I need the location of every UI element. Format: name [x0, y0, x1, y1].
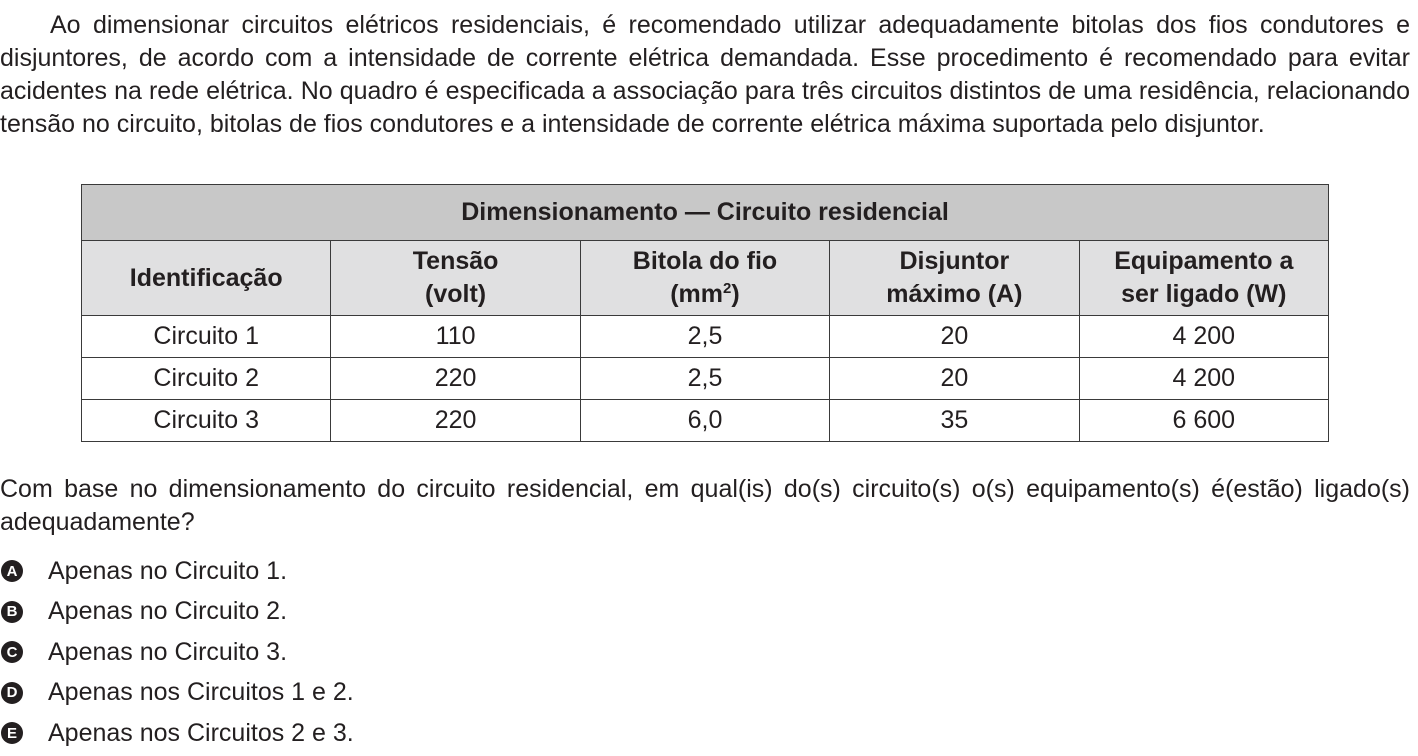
option-e-text[interactable]: Apenas nos Circuitos 2 e 3.: [48, 718, 354, 747]
cell-equipamento: 4 200: [1079, 358, 1328, 400]
option-a-marker[interactable]: A: [1, 560, 23, 582]
option-d-marker[interactable]: D: [1, 682, 23, 704]
header-tensao-line-2: (volt): [425, 280, 487, 308]
answer-options: [0, 551, 354, 754]
option-c-text[interactable]: Apenas no Circuito 3.: [48, 637, 288, 666]
option-b-text[interactable]: Apenas no Circuito 2.: [48, 597, 288, 626]
option-c-marker[interactable]: C: [1, 641, 23, 663]
cell-equipamento: 6 600: [1079, 400, 1328, 442]
cell-bitola: 6,0: [580, 400, 829, 442]
table-row: [82, 316, 1329, 358]
header-disjuntor-line-1: Disjuntor: [899, 247, 1010, 275]
option-e[interactable]: [0, 713, 354, 754]
cell-identificacao: Circuito 3: [82, 400, 331, 442]
header-equipamento: [1079, 241, 1328, 316]
cell-equipamento: 4 200: [1079, 316, 1328, 358]
option-a-text[interactable]: Apenas no Circuito 1.: [48, 556, 288, 585]
table-caption-row: [82, 185, 1329, 241]
question-text: Com base no dimensionamento do circuito residencial, em qual(is) do(s) circuito(s) o(s) equipamento(s) é(estão) ligado(s) adequadamente?: [0, 475, 1410, 536]
header-equipamento-line-1: Equipamento a: [1114, 247, 1294, 275]
cell-disjuntor: 20: [830, 316, 1079, 358]
header-bitola-line-2: [581, 278, 829, 311]
header-disjuntor-line-2: máximo (A): [886, 280, 1023, 308]
table-caption: Dimensionamento — Circuito residencial: [82, 185, 1329, 241]
table-row: [82, 358, 1329, 400]
header-bitola-unit: (mm: [670, 280, 724, 308]
header-equipamento-line-2: ser ligado (W): [1121, 280, 1287, 308]
cell-tensao: 220: [331, 400, 580, 442]
table-header-row: [82, 241, 1329, 316]
cell-disjuntor: 35: [830, 400, 1079, 442]
cell-identificacao: Circuito 1: [82, 316, 331, 358]
cell-bitola: 2,5: [580, 358, 829, 400]
cell-identificacao: Circuito 2: [82, 358, 331, 400]
option-e-marker[interactable]: E: [1, 722, 23, 744]
header-identificacao: Identificação: [82, 241, 331, 316]
header-bitola-close: ): [731, 280, 740, 308]
option-b-marker[interactable]: B: [1, 601, 23, 623]
cell-bitola: 2,5: [580, 316, 829, 358]
cell-tensao: 220: [331, 358, 580, 400]
table-row: [82, 400, 1329, 442]
header-tensao: [331, 241, 580, 316]
option-a[interactable]: [0, 551, 354, 592]
header-bitola-exponent: 2: [723, 280, 732, 297]
option-d[interactable]: [0, 673, 354, 714]
option-c[interactable]: [0, 632, 354, 673]
header-bitola: [580, 241, 829, 316]
cell-tensao: 110: [331, 316, 580, 358]
circuit-table: [81, 184, 1329, 442]
header-tensao-line-1: Tensão: [412, 247, 499, 275]
option-d-text[interactable]: Apenas nos Circuitos 1 e 2.: [48, 678, 354, 707]
intro-paragraph: Ao dimensionar circuitos elétricos residenciais, é recomendado utilizar adequadamente bitolas dos fios condutores e disjuntores, de acordo com a intensidade de corrente elétrica demandada. Esse procedimento é recomendado para evitar acidentes na rede elétrica. No quadro é especificada a associação para três circuitos distintos de uma residência, relacionando tensão no circuito, bitolas de fios condutores e a intensidade de corrente elétrica máxima suportada pelo disjuntor.: [0, 11, 1410, 138]
header-bitola-line-1: Bitola do fio: [632, 247, 778, 275]
cell-disjuntor: 20: [830, 358, 1079, 400]
option-b[interactable]: [0, 592, 354, 633]
header-disjuntor: [830, 241, 1079, 316]
